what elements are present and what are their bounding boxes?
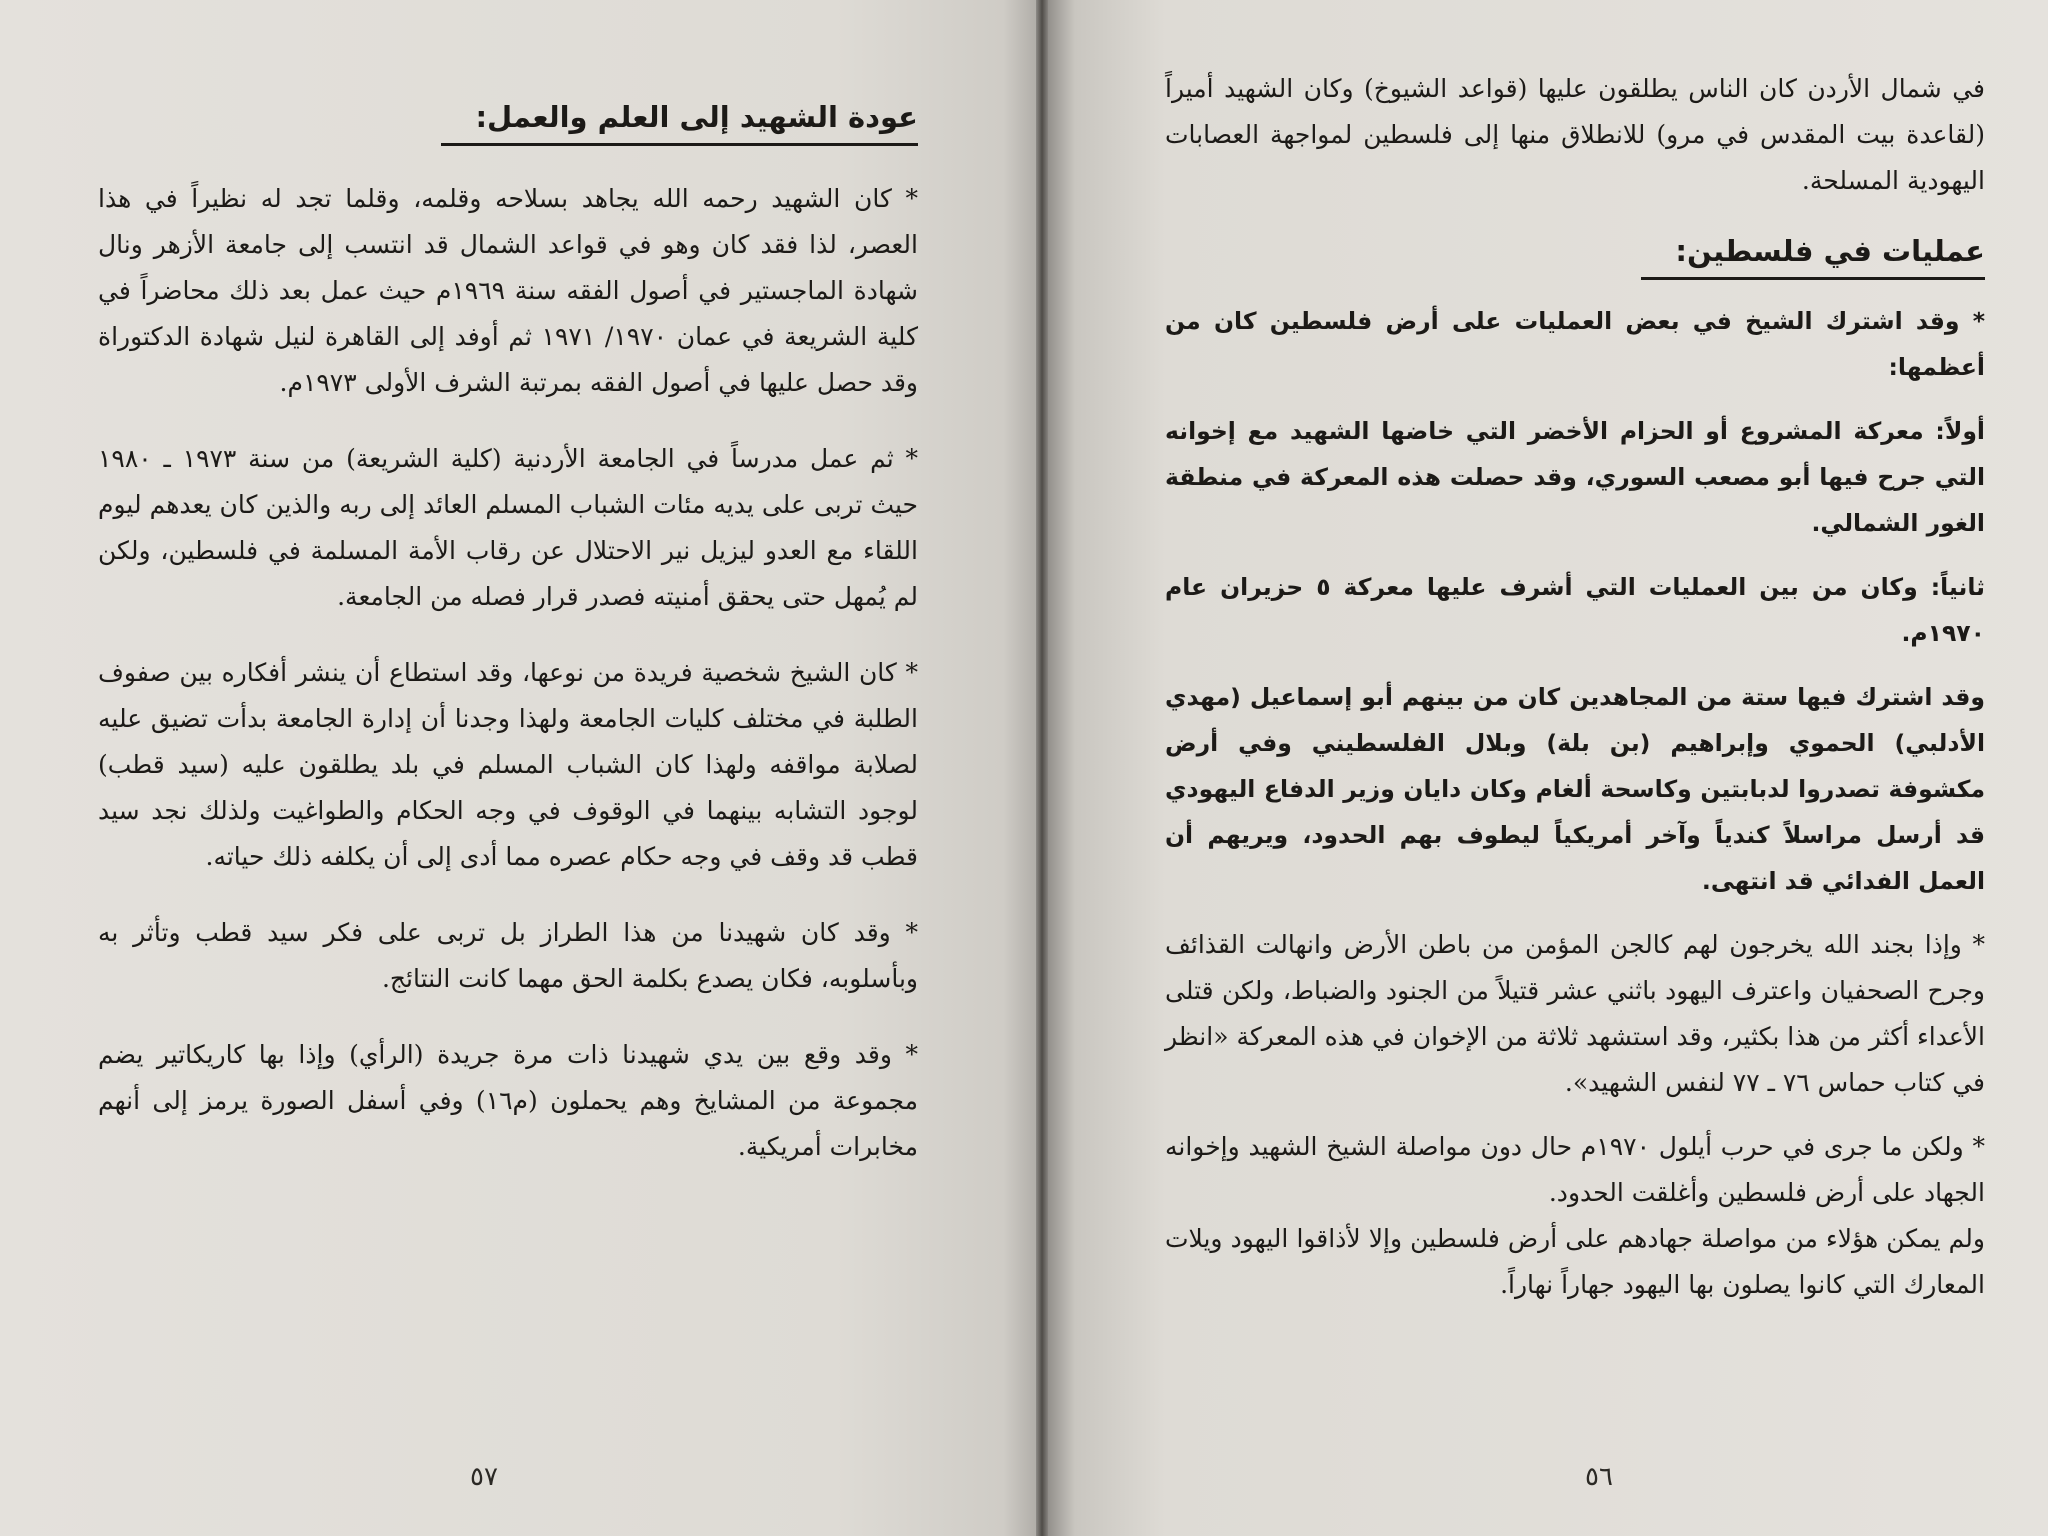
right-paragraph-6: * ولكن ما جرى في حرب أيلول ١٩٧٠م حال دون مواصلة الشيخ الشهيد وإخوانه الجهاد على أرض فلسطين وأغلقت الحدود.	[1165, 1131, 1986, 1207]
right-paragraph-7: ولم يمكن هؤلاء من مواصلة جهادهم على أرض فلسطين وإلا لأذاقوا اليهود ويلات المعارك التي كانوا يصلون بها اليهود جهاراً نهاراً.	[1165, 1223, 1985, 1299]
left-paragraph-4: * وقد كان شهيدنا من هذا الطراز بل تربى على فكر سيد قطب وتأثر به وبأسلوبه، فكان يصدع بكلمة الحق مهما كانت النتائج.	[98, 917, 918, 993]
right-paragraph-5: * وإذا بجند الله يخرجون لهم كالجن المؤمن من باطن الأرض وانهالت القذائف وجرح الصحفيان واعترف اليهود باثني عشر قتيلاً من الجنود والضباط، ولكن قتلى الأعداء أكثر من هذا بكثير، وقد استشهد ثلاثة من الإخوان في هذه المعركة «انظر في كتاب حماس ٧٦ ـ ٧٧ لنفس الشهيد».	[1165, 929, 1985, 1097]
left-paragraph-3: * كان الشيخ شخصية فريدة من نوعها، وقد استطاع أن ينشر أفكاره بين صفوف الطلبة في مختلف كليات الجامعة ولهذا وجدنا أن إدارة الجامعة بدأت تضيق عليه لصلابة مواقفه ولهذا كان الشباب المسلم في بلد يطلقون عليه (سيد قطب) لوجود التشابه بينهما في الوقوف في وجه الحكام والطواغيت ولذلك نجد سيد قطب قد وقف في وجه حكام عصره مما أدى إلى أن يكلفه ذلك حياته.	[98, 657, 919, 871]
right-page-heading: عمليات في فلسطين:	[1641, 234, 1985, 280]
right-intro-paragraph: في شمال الأردن كان الناس يطلقون عليها (قواعد الشيوخ) وكان الشهيد أميراً (لقاعدة بيت المقدس في مرو) للانطلاق منها إلى فلسطين لمواجهة العصابات اليهودية المسلحة.	[1165, 74, 1985, 195]
right-paragraph-4: وقد اشترك فيها ستة من المجاهدين كان من بينهم أبو إسماعيل (مهدي الأدلبي) الحموي وإبراهيم (بن بلة) وبلال الفلسطيني وفي أرض مكشوفة تصدروا لدبابتين وكاسحة ألغام وكان دايان وزير الدفاع اليهودي قد أرسل مراسلاً كندياً وآخر أمريكياً ليطوف بهم الحدود، ويريهم أن العمل الفدائي قد انتهى.	[1165, 682, 1985, 895]
left-page-heading: عودة الشهيد إلى العلم والعمل:	[441, 100, 918, 146]
left-page-number: ٥٧	[470, 1462, 498, 1492]
left-paragraph-1: * كان الشهيد رحمه الله يجاهد بسلاحه وقلمه، وقلما تجد له نظيراً في هذا العصر، لذا فقد كان وهو في قواعد الشمال قد انتسب إلى جامعة الأزهر ونال شهادة الماجستير في أصول الفقه سنة ١٩٦٩م حيث عمل بعد ذلك محاضراً في كلية الشريعة في عمان ١٩٧٠/ ١٩٧١ ثم أوفد إلى القاهرة لنيل شهادة الدكتوراة وقد حصل عليها في أصول الفقه بمرتبة الشرف الأولى ١٩٧٣م.	[98, 183, 918, 397]
right-page-number: ٥٦	[1585, 1462, 1613, 1492]
book-gutter	[1036, 0, 1048, 1536]
right-page	[1045, 0, 2048, 1536]
right-paragraph-1: * وقد اشترك الشيخ في بعض العمليات على أرض فلسطين كان من أعظمها:	[1165, 306, 1985, 381]
left-paragraph-5: * وقد وقع بين يدي شهيدنا ذات مرة جريدة (الرأي) وإذا بها كاريكاتير يضم مجموعة من المشايخ وهم يحملون (م١٦) وفي أسفل الصورة يرمز إلى أنهم مخابرات أمريكية.	[98, 1039, 918, 1161]
left-paragraph-2: * ثم عمل مدرساً في الجامعة الأردنية (كلية الشريعة) من سنة ١٩٧٣ ـ ١٩٨٠ حيث تربى على يديه مئات الشباب المسلم العائد إلى ربه والذين كان يعدهم ليوم اللقاء مع العدو ليزيل نير الاحتلال عن رقاب الأمة المسلمة في فلسطين، ولكن لم يُمهل حتى يحقق أمنيته فصدر قرار فصله من الجامعة.	[98, 443, 918, 611]
right-paragraph-3: ثانياً: وكان من بين العمليات التي أشرف عليها معركة ٥ حزيران عام ١٩٧٠م.	[1165, 572, 1985, 647]
right-page-text-column	[1165, 66, 1985, 1308]
right-paragraph-2: أولاً: معركة المشروع أو الحزام الأخضر التي خاضها الشهيد مع إخوانه التي جرح فيها أبو مصعب السوري، وقد حصلت هذه المعركة في منطقة الغور الشمالي.	[1165, 416, 1985, 537]
left-page-text-column	[98, 100, 918, 1170]
